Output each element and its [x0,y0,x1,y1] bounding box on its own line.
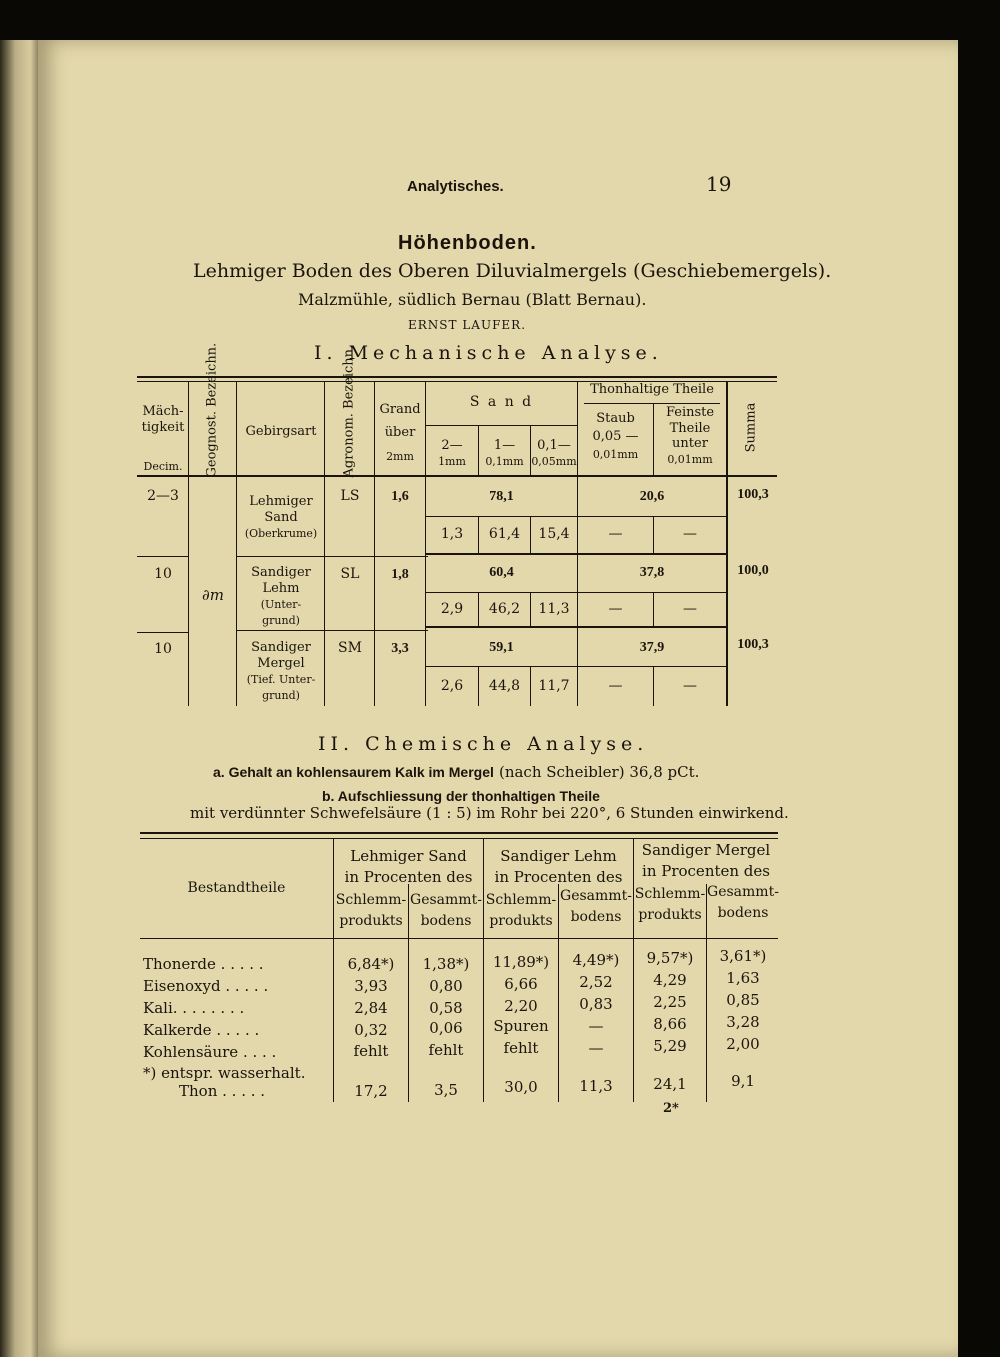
gebirgsart-1: Lehmiger Sand (Oberkrume) [244,494,318,540]
subtitle: Lehmiger Boden des Oberen Diluvialmergels (Geschiebemergels). [193,260,832,282]
header-sand-01-005: 0,1— 0,05mm [531,438,577,468]
section-mechanical: I. Mechanische Analyse. [314,342,663,364]
header-thonhaltige: Thonhaltige Theile [590,382,714,397]
header-staub: Staub 0,05 — 0,01mm [592,411,639,462]
line-b: b. Aufschliessung der thonhaltigen Theile [322,788,600,804]
header-summa: Summa [743,402,759,453]
header-sand: S a n d [469,394,534,410]
book-spine [0,40,38,1357]
header-feinste: Feinste Theile unter 0,01mm [665,405,715,466]
header-decim: Decim. [143,460,183,473]
header-sandiger-mergel: Sandiger Mergel in Procenten des [641,841,771,880]
header-gesammt-2: Gesammt- bodens [560,888,632,925]
header-maechtigkeit: Mäch- tigkeit [141,404,185,435]
page-number: 19 [706,172,732,196]
header-schlemm-1: Schlemm- produkts [335,892,407,929]
author: ERNST LAUFER. [408,318,527,332]
header-gesammt-3: Gesammt- bodens [707,884,779,921]
header-geognost: Geognost. Bezeichn. [204,342,220,478]
header-lehmiger-sand: Lehmiger Sand in Procenten des [344,847,473,886]
geognost-symbol: ∂m [202,586,224,604]
page-title: Höhenboden. [398,232,537,254]
header-agronom: Agronom. Bezeichn. [341,344,357,478]
header-schlemm-3: Schlemm- produkts [634,886,706,923]
line-a: a. Gehalt an kohlensaurem Kalk im Mergel (nach Scheibler) 36,8 pCt. [213,763,700,781]
gebirgsart-2: Sandiger Lehm (Unter- grund) [251,565,311,627]
running-title: Analytisches. [407,178,504,195]
header-grand: Grand über 2mm [379,402,421,463]
location-line: Malzmühle, südlich Bernau (Blatt Bernau). [298,290,647,309]
line-b2: mit verdünnter Schwefelsäure (1 : 5) im Rohr bei 220°, 6 Stunden einwirkend. [190,804,789,822]
header-sand-1-01: 1— 0,1mm [485,438,524,468]
section-chemical: II. Chemische Analyse. [318,733,649,755]
header-gesammt-1: Gesammt- bodens [410,892,482,929]
header-bestandtheile: Bestandtheile [187,880,286,896]
signature-mark: 2* [663,1101,679,1116]
gebirgsart-3: Sandiger Mergel (Tief. Unter- grund) [246,640,316,702]
header-schlemm-2: Schlemm- produkts [485,892,557,929]
header-sand-2-1: 2— 1mm [438,438,466,468]
header-sandiger-lehm: Sandiger Lehm in Procenten des [494,847,623,886]
header-gebirgsart: Gebirgsart [245,424,317,439]
